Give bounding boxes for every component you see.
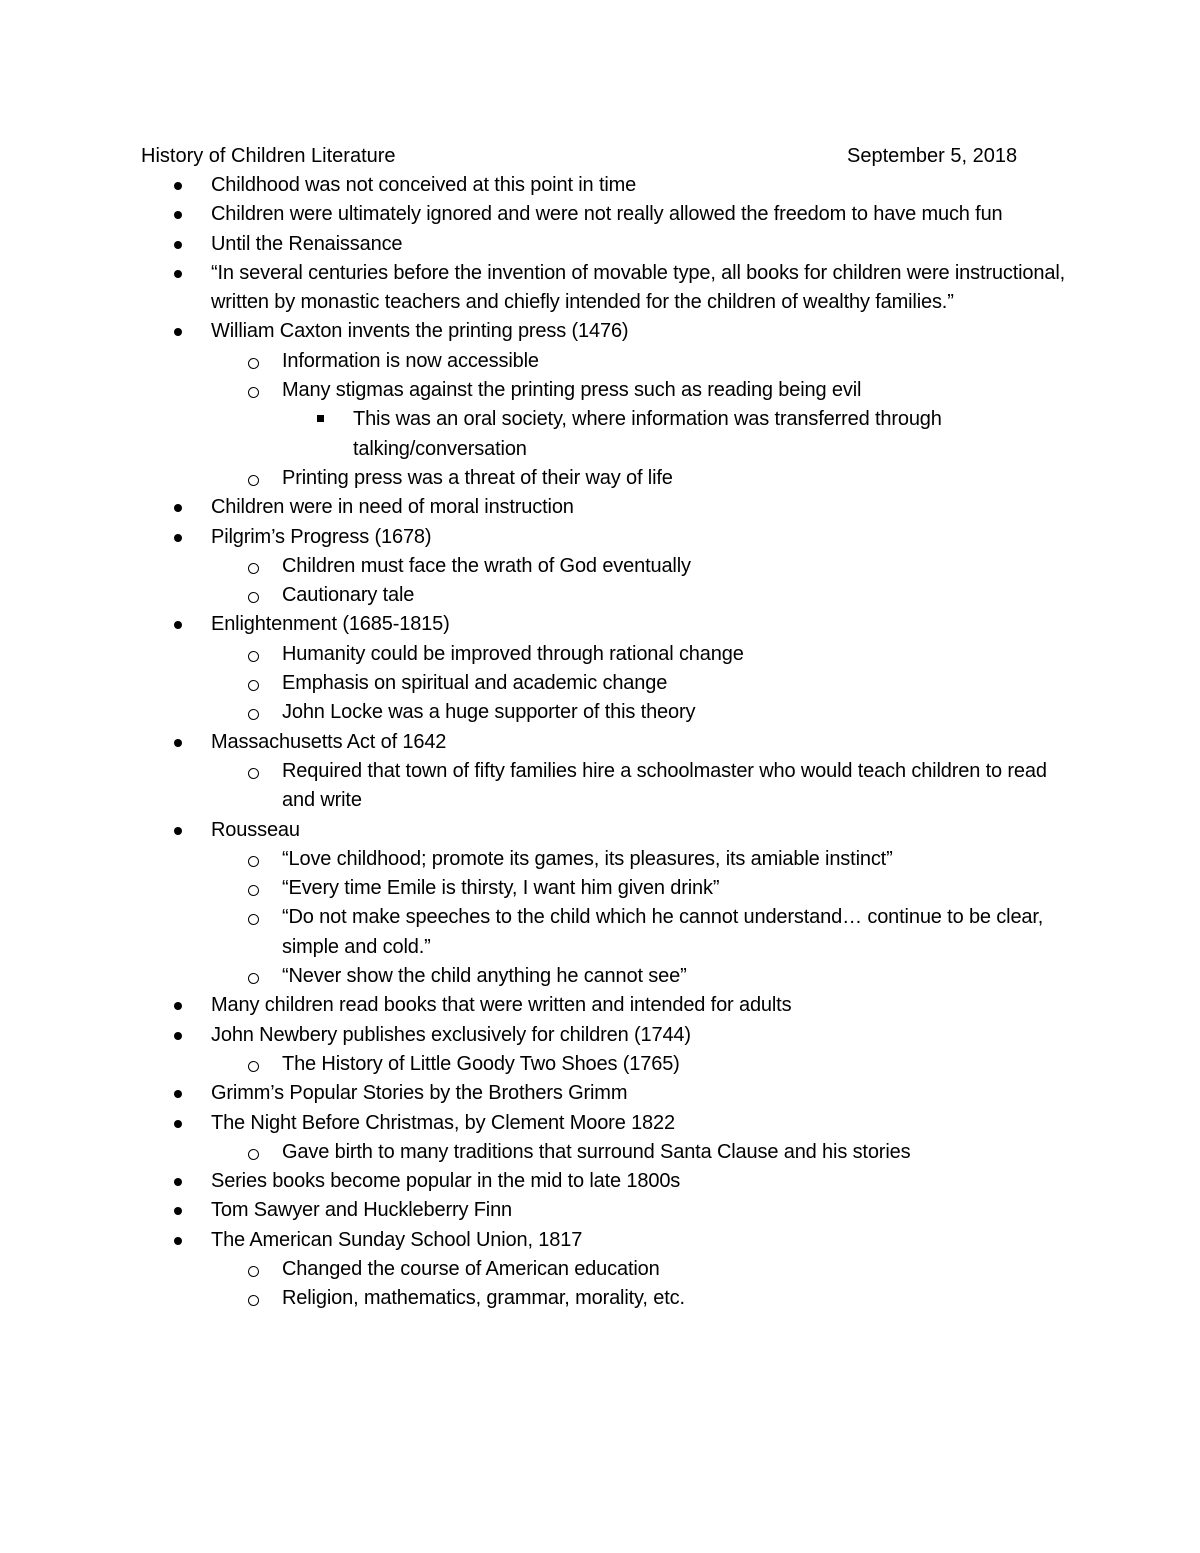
note-item-level-1 — [0, 200, 1071, 229]
note-text: Children were in need of moral instruction — [211, 496, 574, 519]
bullet-mark — [248, 680, 259, 691]
bullet-mark — [174, 1237, 182, 1245]
bullet-mark — [248, 651, 259, 662]
note-text: Rousseau — [211, 818, 300, 841]
bullet-mark — [248, 885, 259, 896]
bullet-circle-icon — [248, 1255, 262, 1277]
note-item-level-2 — [0, 903, 1072, 962]
note-item-level-1 — [0, 230, 1071, 259]
note-text: Enlightenment (1685-1815) — [211, 613, 450, 636]
note-item-level-1 — [0, 1167, 1071, 1196]
note-text: Many stigmas against the printing press such as reading being evil — [282, 379, 862, 402]
bullet-circle-icon — [248, 845, 262, 867]
bullet-dot-icon — [174, 317, 186, 336]
note-text: Series books become popular in the mid to late 1800s — [211, 1170, 681, 1193]
note-item-level-1 — [0, 1226, 1071, 1255]
note-text: The History of Little Goody Two Shoes (1765) — [282, 1052, 680, 1075]
bullet-mark — [248, 856, 259, 867]
note-text: Children were ultimately ignored and were not really allowed the freedom to have much fun — [211, 203, 1003, 226]
bullet-dot-icon — [174, 816, 186, 835]
bullet-mark — [248, 973, 259, 984]
bullet-mark — [174, 1002, 182, 1010]
note-item-level-2 — [0, 376, 1072, 405]
note-item-level-3 — [0, 405, 1053, 464]
note-text: The Night Before Christmas, by Clement Moore 1822 — [211, 1111, 675, 1134]
note-text: John Locke was a huge supporter of this theory — [282, 701, 696, 724]
note-item-level-2 — [0, 552, 1072, 581]
note-item-level-1 — [0, 493, 1071, 522]
note-text: “Do not make speeches to the child which he cannot understand… continue to be clear, simple and cold.” — [282, 906, 1044, 958]
note-text: Massachusetts Act of 1642 — [211, 730, 447, 753]
note-text: Pilgrim’s Progress (1678) — [211, 525, 432, 548]
bullet-mark — [174, 1178, 182, 1186]
note-text: Required that town of fifty families hire a schoolmaster who would teach children to read and write — [282, 759, 1047, 812]
bullet-dot-icon — [174, 610, 186, 629]
note-item-level-2 — [0, 874, 1072, 903]
note-text: Children must face the wrath of God eventually — [282, 554, 691, 577]
bullet-circle-icon — [248, 669, 262, 691]
note-text: “Every time Emile is thirsty, I want him given drink” — [282, 877, 720, 900]
note-text: Information is now accessible — [282, 349, 539, 372]
notes-list — [0, 171, 1200, 1314]
document-date: September 5, 2018 — [847, 145, 1018, 167]
bullet-dot-icon — [174, 230, 186, 249]
bullet-dot-icon — [174, 171, 186, 190]
note-text: Cautionary tale — [282, 584, 415, 607]
bullet-mark — [174, 1090, 182, 1098]
bullet-mark — [248, 914, 259, 925]
bullet-mark — [174, 211, 182, 219]
note-text: John Newbery publishes exclusively for children (1744) — [211, 1023, 691, 1046]
note-item-level-1 — [0, 610, 1071, 639]
note-text: Grimm’s Popular Stories by the Brothers Grimm — [211, 1082, 628, 1105]
bullet-mark — [248, 768, 259, 779]
bullet-mark — [174, 270, 182, 278]
bullet-circle-icon — [248, 1284, 262, 1306]
note-item-level-2 — [0, 845, 1072, 874]
bullet-mark — [174, 739, 182, 747]
bullet-dot-icon — [174, 1167, 186, 1186]
note-text: Tom Sawyer and Huckleberry Finn — [211, 1199, 513, 1222]
document-title: History of Children Literature — [141, 145, 396, 167]
bullet-circle-icon — [248, 552, 262, 574]
note-item-level-1 — [0, 1109, 1071, 1138]
bullet-mark — [248, 1266, 259, 1277]
bullet-mark — [174, 1120, 182, 1128]
bullet-mark — [248, 563, 259, 574]
note-text: Many children read books that were written and intended for adults — [211, 994, 792, 1017]
bullet-mark — [317, 415, 324, 422]
note-text: Changed the course of American education — [282, 1257, 660, 1280]
bullet-mark — [248, 475, 259, 486]
note-item-level-1 — [0, 171, 1071, 200]
bullet-mark — [248, 1061, 259, 1072]
bullet-circle-icon — [248, 874, 262, 896]
note-item-level-2 — [0, 581, 1072, 610]
note-text: William Caxton invents the printing press (1476) — [211, 320, 629, 343]
note-item-level-1 — [0, 523, 1071, 552]
note-item-level-2 — [0, 464, 1072, 493]
bullet-dot-icon — [174, 1196, 186, 1215]
note-text: Childhood was not conceived at this point in time — [211, 174, 637, 196]
note-item-level-1 — [0, 728, 1071, 757]
note-text: Gave birth to many traditions that surround Santa Clause and his stories — [282, 1140, 911, 1163]
bullet-mark — [174, 241, 182, 249]
bullet-mark — [248, 709, 259, 720]
bullet-mark — [248, 1295, 259, 1306]
bullet-circle-icon — [248, 581, 262, 603]
bullet-dot-icon — [174, 1109, 186, 1128]
bullet-circle-icon — [248, 903, 262, 925]
bullet-mark — [174, 504, 182, 512]
note-text: “Love childhood; promote its games, its pleasures, its amiable instinct” — [282, 847, 893, 870]
bullet-circle-icon — [248, 376, 262, 398]
bullet-dot-icon — [174, 493, 186, 512]
bullet-circle-icon — [248, 1138, 262, 1160]
bullet-mark — [248, 358, 259, 369]
bullet-mark — [174, 534, 182, 542]
bullet-mark — [248, 1149, 259, 1160]
bullet-mark — [174, 827, 182, 835]
note-item-level-2 — [0, 1255, 1072, 1284]
bullet-mark — [174, 328, 182, 336]
note-item-level-2 — [0, 640, 1072, 669]
note-text: Religion, mathematics, grammar, morality, etc. — [282, 1287, 685, 1310]
bullet-circle-icon — [248, 1050, 262, 1072]
note-item-level-2 — [0, 698, 1072, 727]
note-item-level-1 — [0, 259, 1071, 318]
bullet-circle-icon — [248, 757, 262, 779]
bullet-dot-icon — [174, 1021, 186, 1040]
bullet-dot-icon — [174, 991, 186, 1010]
bullet-mark — [248, 387, 259, 398]
note-item-level-1 — [0, 317, 1071, 346]
note-item-level-1 — [0, 1079, 1071, 1108]
bullet-mark — [248, 592, 259, 603]
bullet-dot-icon — [174, 1226, 186, 1245]
note-item-level-2 — [0, 962, 1072, 991]
bullet-circle-icon — [248, 464, 262, 486]
bullet-mark — [174, 1207, 182, 1215]
note-text: Emphasis on spiritual and academic change — [282, 672, 668, 695]
bullet-dot-icon — [174, 1079, 186, 1098]
bullet-mark — [174, 1032, 182, 1040]
note-item-level-1 — [0, 1196, 1071, 1225]
bullet-mark — [174, 182, 182, 190]
note-item-level-2 — [0, 757, 1072, 816]
note-text: “Never show the child anything he cannot see” — [282, 965, 687, 988]
note-item-level-1 — [0, 816, 1071, 845]
bullet-mark — [174, 621, 182, 629]
document-header — [141, 141, 1041, 171]
bullet-dot-icon — [174, 523, 186, 542]
bullet-circle-icon — [248, 347, 262, 369]
bullet-dot-icon — [174, 728, 186, 747]
bullet-square-icon — [317, 405, 327, 422]
note-text: Printing press was a threat of their way of life — [282, 466, 673, 489]
note-text: This was an oral society, where information was transferred through talking/conversation — [353, 408, 942, 460]
note-item-level-2 — [0, 347, 1072, 376]
note-text: “In several centuries before the invention of movable type, all books for children were instructional, written by monastic teachers and chiefly intended for the children of wealthy families.” — [211, 261, 1066, 314]
note-item-level-2 — [0, 1284, 1072, 1313]
note-text: The American Sunday School Union, 1817 — [211, 1228, 583, 1251]
note-item-level-2 — [0, 1138, 1072, 1167]
bullet-circle-icon — [248, 698, 262, 720]
note-item-level-1 — [0, 1021, 1071, 1050]
bullet-dot-icon — [174, 200, 186, 219]
bullet-circle-icon — [248, 962, 262, 984]
note-item-level-2 — [0, 669, 1072, 698]
bullet-circle-icon — [248, 640, 262, 662]
note-text: Until the Renaissance — [211, 232, 403, 255]
note-item-level-1 — [0, 991, 1071, 1020]
note-item-level-2 — [0, 1050, 1072, 1079]
note-text: Humanity could be improved through rational change — [282, 642, 744, 665]
bullet-dot-icon — [174, 259, 186, 278]
